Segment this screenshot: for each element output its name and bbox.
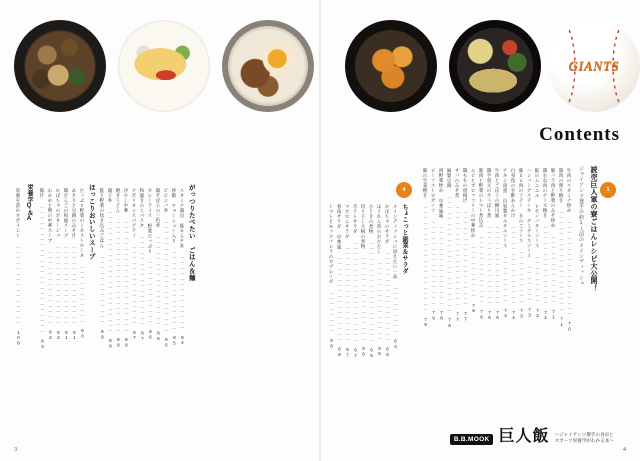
toc-entry[interactable]: 牛肉とごぼうの柳川風 ……………………………………… 75 [495, 168, 500, 321]
photo-simmered-carrots [345, 20, 437, 112]
toc-entry[interactable]: ナポリタンスパゲティ ……………………………………… 87 [131, 188, 137, 341]
toc-entry[interactable]: ハンバーグステーキ デミグラスソース ………………… 73 [527, 168, 532, 318]
toc-entry[interactable]: 白身魚の甘酢あんかけ ……………………………………… 74 [511, 168, 516, 321]
publisher-tag: B.B.MOOK [450, 434, 494, 445]
toc-entry[interactable]: 切り干し大根の煮物 ………………………………………… 66 [361, 204, 366, 357]
toc-entry[interactable]: 鮭と野菜の炊き込みごはん ………………………………… 89 [99, 188, 105, 340]
toc-entry[interactable]: 豚汁 ……………………………………………………………… 83 [39, 188, 45, 350]
contents-heading: Contents [539, 124, 620, 145]
toc-entry[interactable]: 鶏肉の照り焼き ………………………………………………… 71 [559, 168, 564, 328]
photo-strip [0, 16, 640, 116]
toc-entry[interactable]: エビとブロッコリーの中華炒め ………………………… 76 [471, 168, 476, 314]
toc-entry[interactable]: たっぷり野菜のミネストローネ …………………………… 80 [79, 188, 85, 339]
book-subtitle [554, 432, 614, 445]
section-badge-4: 4 [396, 182, 412, 198]
photo-stirfry-donburi [14, 20, 106, 112]
section-heading-qa: 栄養学Q＆A [26, 184, 32, 223]
toc-entry[interactable]: マカロニサラダ ……………………………………………… 67 [345, 204, 350, 358]
toc-entry[interactable]: メインディッシュに添えたい一品 ……………………… 64 [393, 204, 398, 350]
toc-entry[interactable]: 麻婆豆腐 ………………………………………………………… 78 [447, 168, 452, 329]
book-subtitle-line-2: スポーツ栄養学がわかる本～ [554, 437, 614, 443]
toc-entry[interactable]: 牛肉のスタミナ炒め ……………………………………………… 70 [567, 168, 572, 332]
baseball-logo-text: GIANTS [568, 58, 620, 73]
toc-entry[interactable]: 豚ヒレ肉のソテー きのこソース ………………………… 73 [519, 168, 524, 319]
toc-entry[interactable]: わかめと卵の中華スープ …………………………………… 82 [47, 188, 53, 341]
toc-entry[interactable]: スタミナ満点 豚キムチ丼 …………………………………… 84 [179, 188, 185, 346]
section-heading-main-recipes: 読売巨人軍の寮ごはんレシピ大公開！ [590, 166, 597, 292]
page-number-left: 3 [14, 447, 17, 453]
toc-entry[interactable]: 豚バラ肉と野菜のみそ炒め ………………………………… 71 [551, 168, 556, 320]
page-number-right: 4 [623, 447, 626, 453]
section-subheading-main-recipes: ジャイアンツ選手の約1人前のメインディッシュ [578, 166, 584, 286]
section-heading-rice-noodles: がっつりたべたい ごはん＆麺 [187, 184, 195, 282]
toc-entry[interactable]: カレーライス 野菜たっぷり ……………………………… 86 [147, 188, 153, 340]
toc-entry[interactable]: 親子丼 …………………………………………………………… 89 [107, 188, 113, 349]
section-heading-sidedish: ちょこっと副菜＆サラダ [401, 204, 407, 275]
toc-entry[interactable]: 豚肉と野菜のトマト煮込み ………………………………… 76 [479, 168, 484, 320]
toc-entry[interactable]: ほうれん草のおひたし ……………………………………… 65 [377, 204, 382, 357]
toc-entry[interactable]: かぼちゃのサラダ …………………………………………… 65 [385, 204, 390, 358]
toc-entry[interactable]: 春雨サラダ 中華風 ………………………………………… 68 [337, 204, 342, 358]
toc-entry[interactable]: 栄養を活かすポイント ……………………………………… 108 [15, 188, 21, 346]
photo-gyudon-egg [222, 20, 314, 112]
toc-entry[interactable]: 焼きうどん ……………………………………………………… 88 [115, 188, 121, 348]
toc-entry[interactable]: 炒飯 チャーシュー入り ……………………………………… 85 [171, 188, 177, 346]
photo-fried-set-meal [449, 20, 541, 112]
toc-entry[interactable]: 鶏手羽元のさっぱり煮 ……………………………………… 75 [487, 168, 492, 321]
toc-entry[interactable]: 鶏そぼろの三色丼 …………………………………………… 86 [155, 188, 161, 342]
book-logo-block [450, 429, 614, 445]
toc-entry[interactable]: あさりと豆腐のみそ汁 ……………………………………… 81 [71, 188, 77, 341]
toc-entry[interactable]: 豚の生姜焼き …………………………………………………… 79 [423, 168, 428, 328]
toc-entry[interactable]: 和風きのこパスタ …………………………………………… 87 [139, 188, 145, 342]
toc-entry[interactable]: ひじきの煮物 ………………………………………………… 66 [369, 204, 374, 359]
book-subtitle-line-1: ～ジャイアンツ選手の食卓と [554, 431, 614, 437]
toc-entry[interactable]: 冷やし中華 ……………………………………………………… 88 [123, 188, 129, 348]
toc-entry[interactable]: 肉野菜炒め 中華風味 ……………………………………… 78 [439, 168, 444, 321]
toc-entry[interactable]: ビーフストロガノフ ………………………………………… 79 [431, 168, 436, 321]
section-heading-soup: ほっこりおいしいスープ [87, 184, 95, 260]
photo-omurice [118, 20, 210, 112]
toc-entry[interactable]: かぼちゃのポタージュ ……………………………………… 82 [55, 188, 61, 341]
toc-entry[interactable]: 鶏だんごの和風スープ ……………………………………… 81 [63, 188, 69, 341]
toc-entry[interactable]: トマトとモッツァレラのカプレーゼ …………………… 68 [329, 204, 334, 349]
book-title: 巨人飯 [498, 428, 550, 445]
toc-entry[interactable]: ビビンバ丼 ……………………………………………………… 85 [163, 188, 169, 348]
toc-entry[interactable]: 鮭のムニエル レモンバターソース ……………………… 72 [535, 168, 540, 319]
toc-entry[interactable]: チキン南蛮 自家製タルタルソース ……………………… 74 [503, 168, 508, 319]
section-badge-1: 1 [600, 182, 616, 198]
toc-entry[interactable]: 鶏ももの唐揚げ ……………………………………………… 77 [463, 168, 468, 322]
toc-entry[interactable]: ポテトサラダ ………………………………………………… 67 [353, 204, 358, 359]
toc-entry[interactable]: サバのみそ煮 ………………………………………………… 77 [455, 168, 460, 323]
toc-entry[interactable]: 鶏むね肉のチーズ焼き ……………………………………… 72 [543, 168, 548, 321]
photo-baseball-giants [548, 20, 640, 112]
table-of-contents [0, 160, 640, 422]
